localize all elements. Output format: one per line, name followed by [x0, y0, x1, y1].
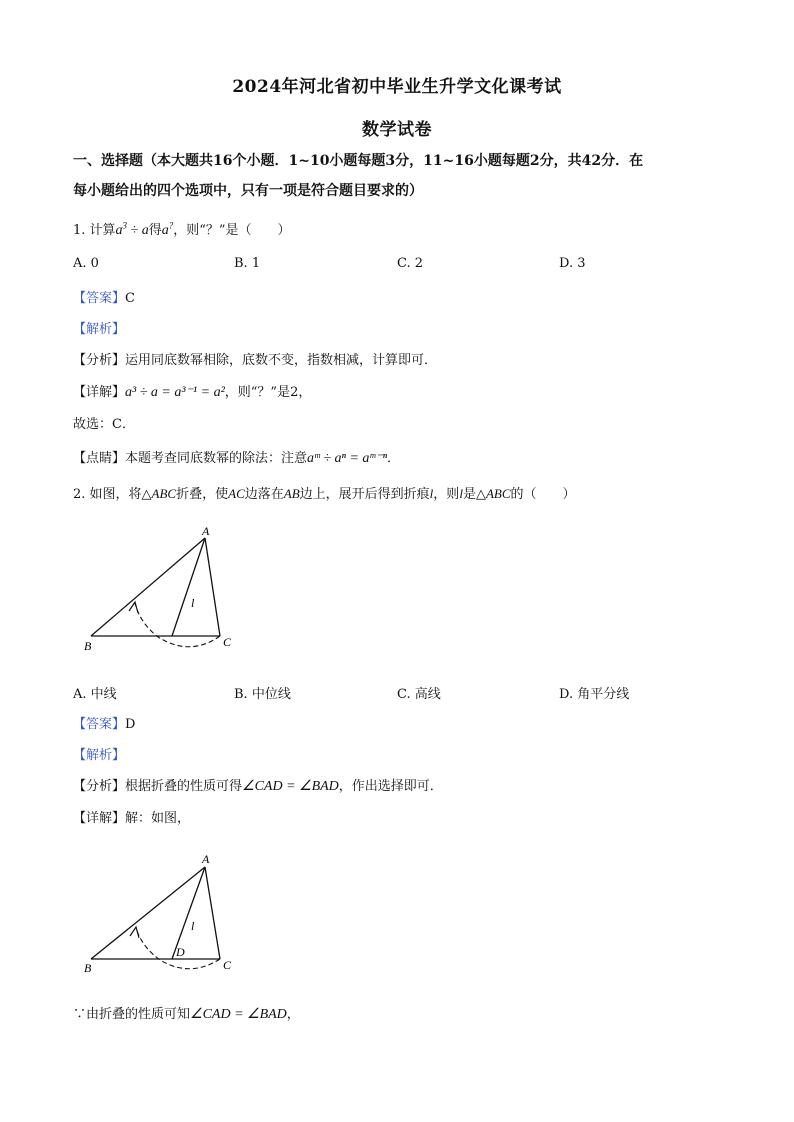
q2-because-expr: ∠CAD = ∠BAD [190, 1007, 287, 1022]
label-a: A [202, 852, 210, 866]
q1-option-d[interactable]: D. 3 [559, 256, 586, 271]
q1-stem-mid: 得 [148, 223, 162, 238]
page-subtitle: 数学试卷 [362, 120, 432, 140]
q2-stem-l2: l [459, 486, 463, 501]
label-c: C [223, 958, 232, 972]
q1-option-b[interactable]: B. 1 [234, 256, 261, 271]
q1-analysis-tag: 【解析】 [73, 322, 126, 337]
q2-stem [73, 483, 576, 502]
q1-comment [73, 447, 400, 467]
q1-choose: 故选：C． [73, 417, 135, 432]
arrow-head [129, 602, 138, 613]
q2-detail-text: 解：如图， [125, 811, 191, 826]
q1-stem-base: a [115, 223, 123, 238]
label-l: l [191, 596, 195, 610]
q1-stem-result-exp: ? [168, 220, 174, 231]
q1-stem [73, 219, 291, 239]
q2-because [73, 1003, 300, 1023]
q1-stem-exp: 3 [122, 220, 128, 231]
q1-stem-op: ÷ a [127, 223, 149, 238]
q2-detail [73, 807, 190, 826]
q1-detail [73, 381, 311, 401]
q2-stem-prefix: 2. 如图，将△ [73, 487, 152, 502]
q2-stem-mid2: 边落在 [244, 487, 284, 502]
q1-detail-tag: 【详解】 [73, 385, 126, 400]
q2-option-a[interactable]: A. 中线 [73, 687, 117, 702]
side-ac [205, 867, 220, 959]
q1-stem-result: a [161, 223, 169, 238]
q1-answer-value: C [125, 291, 135, 306]
q2-option-d[interactable]: D. 角平分线 [559, 687, 630, 702]
label-b: B [84, 961, 92, 975]
label-l: l [191, 919, 195, 933]
q1-fenxi-tag: 【分析】 [73, 353, 126, 368]
q2-stem-l1: l [429, 486, 434, 501]
q2-stem-ab: AB [283, 486, 300, 501]
q2-stem-ac: AC [228, 486, 245, 501]
q2-answer [73, 713, 135, 732]
q2-because-suffix: ， [286, 1007, 300, 1022]
q2-stem-abc1: ABC [151, 486, 177, 501]
q2-answer-tag: 【答案】 [73, 717, 126, 732]
page-title: 2024年河北省初中毕业生升学文化课考试 [232, 77, 562, 97]
q2-fenxi [73, 775, 443, 795]
q2-stem-mid5: 是△ [462, 487, 486, 502]
fold-arc [135, 603, 220, 647]
q1-option-a[interactable]: A. 0 [73, 256, 99, 271]
q1-fenxi-text: 运用同底数幂相除，底数不变，指数相减，计算即可． [125, 353, 438, 368]
q2-option-b[interactable]: B. 中位线 [234, 687, 291, 702]
q2-fenxi-expr: ∠CAD = ∠BAD [242, 779, 339, 794]
q1-comment-tag: 【点睛】 [73, 451, 126, 466]
q1-answer-tag: 【答案】 [73, 291, 126, 306]
q2-figure-triangle [80, 525, 250, 655]
q1-comment-end: ． [387, 451, 401, 466]
q1-detail-suffix: ，则“？”是2， [224, 385, 312, 400]
q1-fenxi [73, 349, 437, 368]
label-c: C [223, 635, 232, 649]
q2-because-prefix: ∵由折叠的性质可知 [73, 1007, 191, 1022]
q2-analysis-tag: 【解析】 [73, 748, 126, 763]
q1-stem-prefix: 1. 计算 [73, 223, 116, 238]
section-heading-line1: 一、选择题（本大题共16个小题．1~10小题每题3分，11~16小题每题2分，共42分．在 [73, 153, 644, 169]
label-a: A [202, 525, 210, 538]
q2-stem-mid1: 折叠，使 [176, 487, 229, 502]
q2-answer-value: D [125, 717, 136, 732]
side-ac [205, 538, 220, 636]
q1-stem-suffix: ，则“？”是（ ） [173, 223, 291, 238]
q2-fenxi-prefix: 根据折叠的性质可得 [125, 779, 243, 794]
q2-stem-mid3: 边上，展开后得到折痕 [299, 487, 430, 502]
q1-answer [73, 287, 135, 306]
q1-comment-expr: aᵐ ÷ aⁿ = aᵐ⁻ⁿ [307, 451, 388, 466]
q2-detail-tag: 【详解】 [73, 811, 126, 826]
label-b: B [84, 639, 92, 653]
q2-option-c[interactable]: C. 高线 [397, 687, 441, 702]
q1-comment-text: 本题考查同底数幂的除法：注意 [125, 451, 308, 466]
section-heading-line2: 每小题给出的四个选项中，只有一项是符合题目要求的） [73, 183, 423, 199]
q2-figure-triangle-labeled [80, 848, 250, 978]
arrow-head [130, 927, 139, 938]
q2-stem-mid4: ，则 [433, 487, 460, 502]
label-d: D [176, 945, 185, 959]
q2-fenxi-tag: 【分析】 [73, 779, 126, 794]
q1-detail-expr: a³ ÷ a = a³⁻¹ = a² [125, 385, 225, 400]
q2-stem-abc2: ABC [485, 486, 511, 501]
q1-option-c[interactable]: C. 2 [397, 256, 424, 271]
q2-stem-suffix: 的（ ） [510, 487, 576, 502]
q2-fenxi-suffix: ，作出选择即可． [338, 779, 443, 794]
